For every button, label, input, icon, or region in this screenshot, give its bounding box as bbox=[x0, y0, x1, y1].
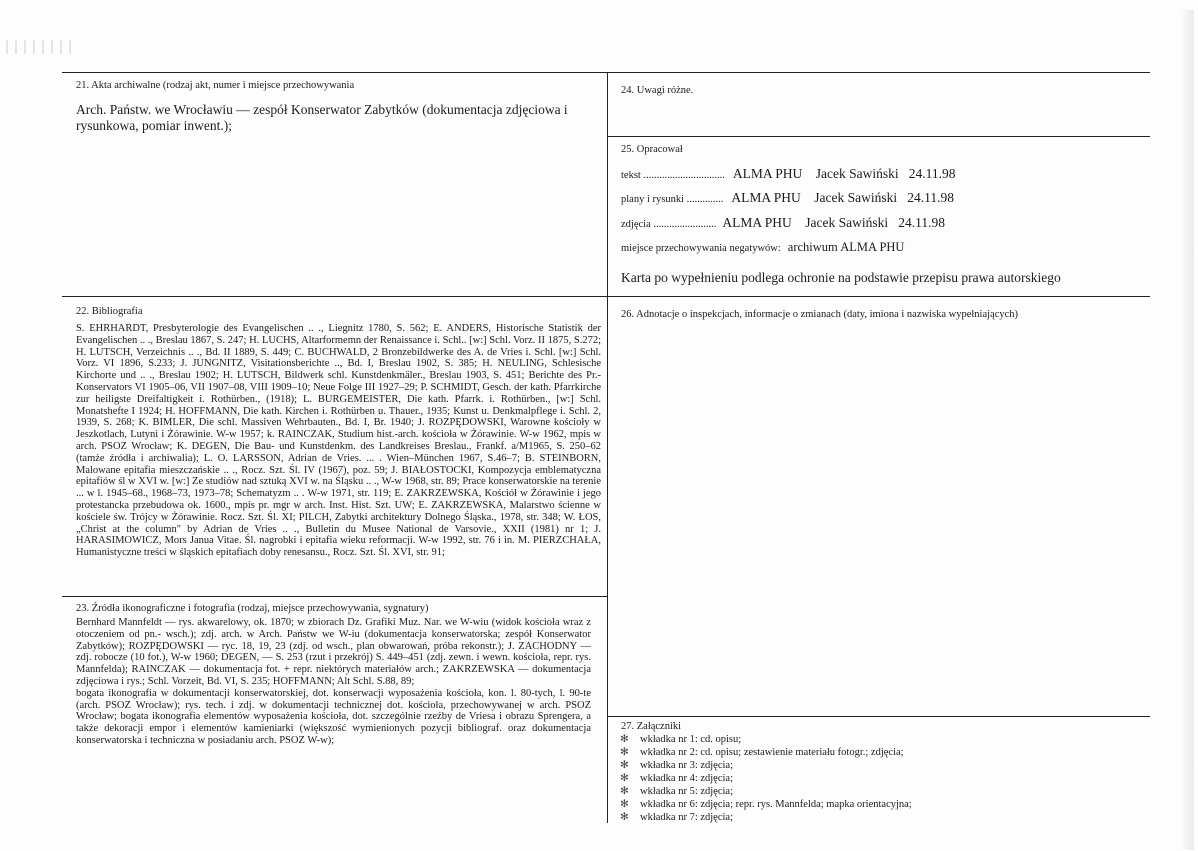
column-divider bbox=[607, 72, 608, 823]
attachment-item: ✻ wkładka nr 6: zdjęcia; repr. rys. Mannfelda; mapka orientacyjna; bbox=[620, 799, 912, 810]
rule-24-25 bbox=[608, 136, 1150, 137]
prepared-plans-row bbox=[621, 189, 954, 207]
asterisk-icon: ✻ bbox=[620, 799, 629, 810]
attachment-item: ✻ wkładka nr 5: zdjęcia; bbox=[620, 786, 734, 797]
section-25-heading: 25. Opracował bbox=[621, 144, 683, 155]
scan-speck bbox=[6, 40, 76, 54]
row-label: zdjęcia ........................ bbox=[621, 219, 717, 230]
iconography-paragraph-2: bogata ikonografia w dokumentacji konserwatorskiej, dot. konserwacji wyposażenia kościoła, kon. l. 80-tych, l. 90-te (arch. PSOZ Wrocław); rys. tech. i zdj. w dokumentacji technicznej dot. kościoła, przechowywanej w arch. PSOZ Wrocław; bogata ikonografia elementów wyposażenia kościoła, dot. szczególnie rzeźby de Vriesa i obrazu Sprengera, a także dekoracji empor i elementów kamieniarki (większość wymienionych pozycji bibliograf. oraz dokumentacja konserwatorska i techniczna w posiadaniu arch. PSOZ W-w); bbox=[76, 687, 591, 746]
section-23-heading: 23. Źródła ikonograficzne i fotografia (rodzaj, miejsce przechowywania, sygnatury) bbox=[76, 603, 429, 614]
section-26-heading: 26. Adnotacje o inspekcjach, informacje o zmianach (daty, imiona i nazwiska wypełniających) bbox=[621, 309, 1019, 320]
row-label: plany i rysunki .............. bbox=[621, 194, 724, 205]
rule-26-27 bbox=[608, 716, 1150, 717]
negatives-label: miejsce przechowywania negatywów: bbox=[621, 243, 781, 254]
attachment-item: ✻ wkładka nr 4: zdjęcia; bbox=[620, 773, 734, 784]
attachment-item: ✻ wkładka nr 3: zdjęcia; bbox=[620, 760, 734, 771]
negatives-value: archiwum ALMA PHU bbox=[787, 240, 905, 254]
copyright-notice: Karta po wypełnieniu podlega ochronie na podstawie przepisu prawa autorskiego bbox=[621, 270, 1061, 285]
attachment-item: ✻ wkładka nr 2: cd. opisu; zestawienie materiału fotogr.; zdjęcia; bbox=[620, 747, 904, 758]
asterisk-icon: ✻ bbox=[620, 734, 629, 745]
negatives-row bbox=[621, 238, 904, 256]
attachment-item: ✻ wkładka nr 1: cd. opisu; bbox=[620, 734, 742, 745]
archival-records-text: Arch. Państw. we Wrocławiu — zespół Konserwator Zabytków (dokumentacja zdjęciowa i rysunkowa, pomiar inwent.); bbox=[76, 102, 568, 133]
prepared-photos-row bbox=[621, 214, 945, 232]
bibliography-text bbox=[76, 323, 601, 595]
asterisk-icon: ✻ bbox=[620, 760, 629, 771]
iconography-paragraph-1: Bernhard Mannfeldt — rys. akwarelowy, ok. 1870; w zbiorach Dz. Grafiki Muz. Nar. we W-wiu (widok kościoła wraz z otoczeniem od pn.- wsch.); zdj. arch. w Arch. Państw we W-iu (dokumentacja konserwatorska; zespół Konserwator Zabytków); ROZPĘDOWSKI — ryc. 18, 19, 23 (zdj. od wsch., plan obwarowań, próba rekonstr.); J. ZACHODNY — zdj. robocze (10 fot.), W-w 1960; DEGEN, — S. 253 (rzut i przekrój) S. 449–451 (zdj. zewn. i wewn. kościoła, repr. rys. Mannfelda); RAINCZAK — dokumentacja fot. + repr. niektórych materiałów arch.; ZAKRZEWSKA — dokumentacja zdjęciowa i rys.; Schl. Vorzeit, Bd. VI, S. 235; HOFFMANN; Alt Schl. S.88, 89; bbox=[76, 617, 591, 687]
scan-mark bbox=[1180, 10, 1194, 850]
prepared-text-row bbox=[621, 165, 955, 183]
asterisk-icon: ✻ bbox=[620, 747, 629, 758]
section-21-heading: 21. Akta archiwalne (rodzaj akt, numer i miejsce przechowywania bbox=[76, 80, 355, 91]
row-label: tekst ............................... bbox=[621, 170, 725, 181]
iconographic-sources bbox=[76, 617, 591, 822]
asterisk-icon: ✻ bbox=[620, 786, 629, 797]
row-value: ALMA PHU Jacek Sawiński 24.11.98 bbox=[731, 190, 954, 205]
section-22-heading: 22. Bibliografia bbox=[76, 306, 143, 317]
rule-22-23 bbox=[62, 596, 607, 597]
asterisk-icon: ✻ bbox=[620, 773, 629, 784]
row-value: ALMA PHU Jacek Sawiński 24.11.98 bbox=[722, 215, 945, 230]
attachment-item: ✻ wkładka nr 7: zdjęcia; bbox=[620, 812, 734, 823]
asterisk-icon: ✻ bbox=[620, 812, 629, 823]
row-divider bbox=[62, 296, 1150, 297]
row-value: ALMA PHU Jacek Sawiński 24.11.98 bbox=[732, 166, 956, 181]
bibliography-body: S. EHRHARDT, Presbyterologie des Evangelischen .. ., Liegnitz 1780, S. 562; E. ANDERS, Historische Statistik der Evangelischen .. ., Breslau 1867, S. 247; H. LUCHS, Altarformemn der Renaissance i. Schl.. [w:] Schl. Vorz. II 1875, S.272; H. LUTSCH, Verzeichnis .. ., Bd. II 1889, S. 449; C. BUCHWALD, 2 Bronzebildwerke des A. de Vries i. Schl. [w:] Schl. Vorz. VI 1896, S.233; J. JUNGNITZ, Visitationsberichte .., Bd. I, Breslau 1902, S. 385; H. NEULING, Schlesische Kirchorte und .. ., Breslau 1902; H. LUTSCH, Bildwerk schl. Kunstdenkmäler., Breslau 1903, S. 451; Berichte des Pr.-Konservators VI 1905–06, VII 1907–08, VIII 1909–10; Neue Folge III 1927–29; P. SCHMIDT, Gesch. der kath. Pfarrkirche zur heiligste Dreifaltigkeit i. Rothürben., (1918); L. BURGEMEISTER, Die kath. Pfarrk. i. Rothürben., [w:] Schl. Monatshefte I 1924; H. HOFFMANN, Die kath. Kirchen i. Rothürben u. Thauer., 1935; Kunst u. Denkmalpflege i. Schl. 2, 1939, S. 268; K. BIMLER, Die schl. Massiven Wehrbauten., Bd. I, Br. 1940; J. ROZPĘDOWSKI, Warowne kościoły w Jeszkotlach, Lutyni i Żórawinie. W-w 1957; k. RAINCZAK, Studium hist.-arch. kościoła w Żórawinie. W-w 1962, mpis w arch. PSOZ Wrocław; K. DEGEN, Die Bau- und Kunstdenkm. des Landkreises Breslau., Frankf. a/M1965, S. 250–62 (tamże źródła i archiwalia); L. O. LARSSON, Adrian de Vries. ... . Wien–München 1967, S.46–7; B. STEINBORN, Malowane epitafia mieszczańskie .. ., Rocz. Szt. Śl. IV (1967), poz. 59; J. BIAŁOSTOCKI, Kompozycja emblematyczna epitafiów śl w XVI w. [w:] Ze studiów nad sztuką XVI w. na Śląsku .. ., W-w 1968, str. 89; Prace konserwatorskie na terenie ... w l. 1945–68., 1968–73, 1973–78; Schematyzm .. . W-w 1971, str. 119; E. ZAKRZEWSKA, Kościół w Żórawinie i jego protestancka przebudowa ok. 1600., mpis pr. mgr w arch. Inst. Hist. Szt. UW; E. ZAKRZEWSKA, Malarstwo ścienne w kościele św. Trójcy w Żórawinie. Rocz. Szt. Śl. XI; PILCH, Zabytki architektury Dolnego Śląska., 1978, str. 348; W. ŁOS, „Christ at the column" by Adrian de Vries .. ., Bulletin du Musee National de Varsovie., XXII (1981) nr 1; J. HARASIMOWICZ, Mors Janua Vitae. Śl. nagrobki i epitafia wieku reformacji. W-w 1992, str. 76 i in. M. PIERZCHAŁA, Humanistyczne treści w śląskich epitafiach doby renesansu., Rocz. Szt. Śl. XVI, str. 91; bbox=[76, 323, 601, 559]
top-rule bbox=[62, 72, 1150, 73]
section-24-heading: 24. Uwagi różne. bbox=[621, 85, 694, 96]
section-27-heading: 27. Załączniki bbox=[621, 721, 682, 732]
